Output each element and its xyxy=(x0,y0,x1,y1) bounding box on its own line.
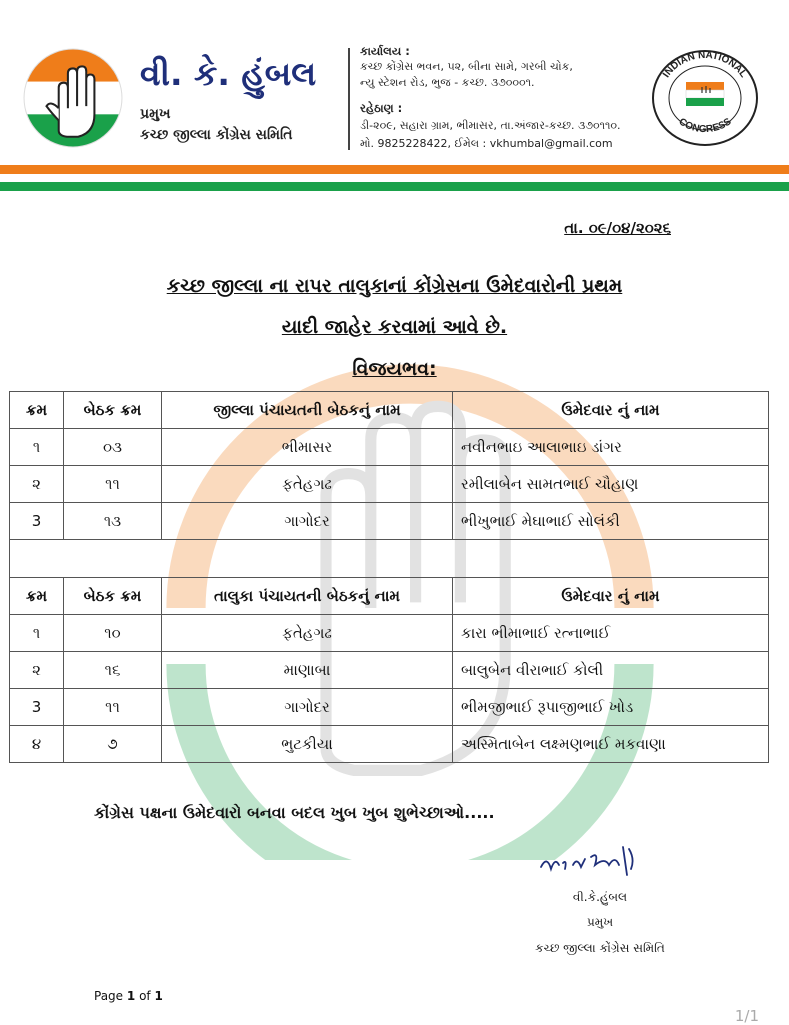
seat-name-cell: ગાગોદર xyxy=(162,503,453,540)
col-header-seat-name: જીલ્લા પંચાયતની બેઠકનું નામ xyxy=(162,392,453,429)
signatory-org: કચ્છ જીલ્લા કોંગ્રેસ સમિતિ xyxy=(535,941,665,955)
table-spacer-row xyxy=(10,540,769,578)
signatory-name: વી.કે.હુંબલ xyxy=(572,890,628,904)
contact-info: મો. 9825228422, ઈમેલ : vkhumbal@gmail.com xyxy=(360,137,613,150)
page-indicator xyxy=(94,989,163,1003)
serial-cell: ૨ xyxy=(10,466,64,503)
candidate-cell: નવીનભાઇ આલાભાઇ ડાંગર xyxy=(453,429,769,466)
leader-name: વી. કે. હુંબલ xyxy=(140,54,317,93)
serial-cell: 3 xyxy=(10,503,64,540)
col-header-seat-no: બેઠક ક્રમ xyxy=(64,392,162,429)
seat-no-cell: ૭ xyxy=(64,726,162,763)
seat-no-cell: ૦૩ xyxy=(64,429,162,466)
leader-role: પ્રમુખ xyxy=(140,106,171,122)
office-address-line1: કચ્છ કોંગ્રેસ ભવન, ૫૨, બીના સામે, ગરબી ચોક, xyxy=(360,60,573,73)
table-row xyxy=(10,466,769,503)
page-of: of xyxy=(139,989,151,1003)
handwritten-signature-icon xyxy=(535,835,645,885)
table-row xyxy=(10,429,769,466)
signatory-role: પ્રમુખ xyxy=(586,915,614,929)
document-date: તા. ૦૯/૦૪/૨૦૨૬ xyxy=(564,219,671,237)
serial-cell: 3 xyxy=(10,689,64,726)
seat-no-cell: ૧૩ xyxy=(64,503,162,540)
leader-org: કચ્છ જીલ્લા કોંગ્રેસ સમિતિ xyxy=(140,127,293,143)
seat-no-cell: ૧૧ xyxy=(64,466,162,503)
serial-cell: ૪ xyxy=(10,726,64,763)
candidate-cell: ભીખુભાઈ મેઘાભાઈ સોલંકી xyxy=(453,503,769,540)
header-divider xyxy=(348,48,350,150)
title-line-2: યાદી જાહેર કરવામાં આવે છે. xyxy=(281,316,508,338)
candidate-cell: બાલુબેન વીરાભાઈ કોલી xyxy=(453,652,769,689)
seat-name-cell: ભીમાસર xyxy=(162,429,453,466)
table-row xyxy=(10,652,769,689)
residence-address: ડી-૨૦૯, સહારા ગ્રામ, ભીમાસર, તા.અંજાર-કચ્છ. ૩૭૦૧૧૦. xyxy=(360,119,621,132)
table-row xyxy=(10,726,769,763)
header-stripe-green xyxy=(0,182,789,191)
candidate-cell: અસ્મિતાબેન લક્ષ્મણભાઈ મકવાણા xyxy=(453,726,769,763)
spacer-cell xyxy=(10,540,769,578)
serial-cell: ૨ xyxy=(10,652,64,689)
seat-name-cell: ભુટકીયા xyxy=(162,726,453,763)
serial-cell: ૧ xyxy=(10,429,64,466)
header-stripe-white xyxy=(0,174,789,182)
office-address-line2: ન્યુ સ્ટેશન રોડ, ભુજ - કચ્છ. ૩૭૦૦૦૧. xyxy=(360,76,535,89)
candidate-cell: કારા ભીમાભાઈ રત્નાભાઈ xyxy=(453,615,769,652)
page-label: Page xyxy=(94,989,124,1003)
seat-no-cell: ૧૬ xyxy=(64,652,162,689)
col-header-seat-name: તાલુકા પંચાયતની બેઠકનું નામ xyxy=(162,578,453,615)
col-header-serial: ક્રમ xyxy=(10,578,64,615)
seat-name-cell: ફતેહગઢ xyxy=(162,466,453,503)
col-header-seat-no: બેઠક ક્રમ xyxy=(64,578,162,615)
candidate-table xyxy=(9,391,769,763)
candidate-cell: રમીલાબેન સામતભાઈ ચૌહાણ xyxy=(453,466,769,503)
page-total: 1 xyxy=(154,989,163,1003)
col-header-serial: ક્રમ xyxy=(10,392,64,429)
seal-top-text: INDIAN NATIONAL xyxy=(661,49,749,80)
candidate-cell: ભીમજીભાઈ રૂપાજીભાઈ ખોડ xyxy=(453,689,769,726)
office-label: કાર્યાલય : xyxy=(360,44,410,58)
table-row xyxy=(10,689,769,726)
inc-seal-icon xyxy=(650,48,760,148)
congress-hand-logo-icon xyxy=(22,47,124,149)
viewer-page-counter: 1/1 xyxy=(734,1007,759,1025)
table-row xyxy=(10,503,769,540)
col-header-candidate: ઉમેદવાર નું નામ xyxy=(453,578,769,615)
residence-label: રહેઠાણ : xyxy=(360,101,403,115)
col-header-candidate: ઉમેદવાર નું નામ xyxy=(453,392,769,429)
seal-bottom-text: CONGRESS xyxy=(676,116,734,136)
seat-no-cell: ૧૧ xyxy=(64,689,162,726)
seat-no-cell: ૧૦ xyxy=(64,615,162,652)
header-stripe-saffron xyxy=(0,165,789,174)
page-current: 1 xyxy=(126,989,136,1003)
title-line-1: કચ્છ જીલ્લા ના રાપર તાલુકાનાં કોંગ્રેસના ઉમેદવારોની પ્રથમ xyxy=(166,275,623,297)
seat-name-cell: ફતેહગઢ xyxy=(162,615,453,652)
serial-cell: ૧ xyxy=(10,615,64,652)
table-header-row xyxy=(10,578,769,615)
seat-name-cell: માણાબા xyxy=(162,652,453,689)
closing-greeting: કોંગ્રેસ પક્ષના ઉમેદવારો બનવા બદલ ખુબ ખુબ શુભેચ્છાઓ..... xyxy=(94,803,495,822)
table-header-row xyxy=(10,392,769,429)
seat-name-cell: ગાગોદર xyxy=(162,689,453,726)
section-heading: વિજયભવ: xyxy=(352,358,437,380)
table-row xyxy=(10,615,769,652)
